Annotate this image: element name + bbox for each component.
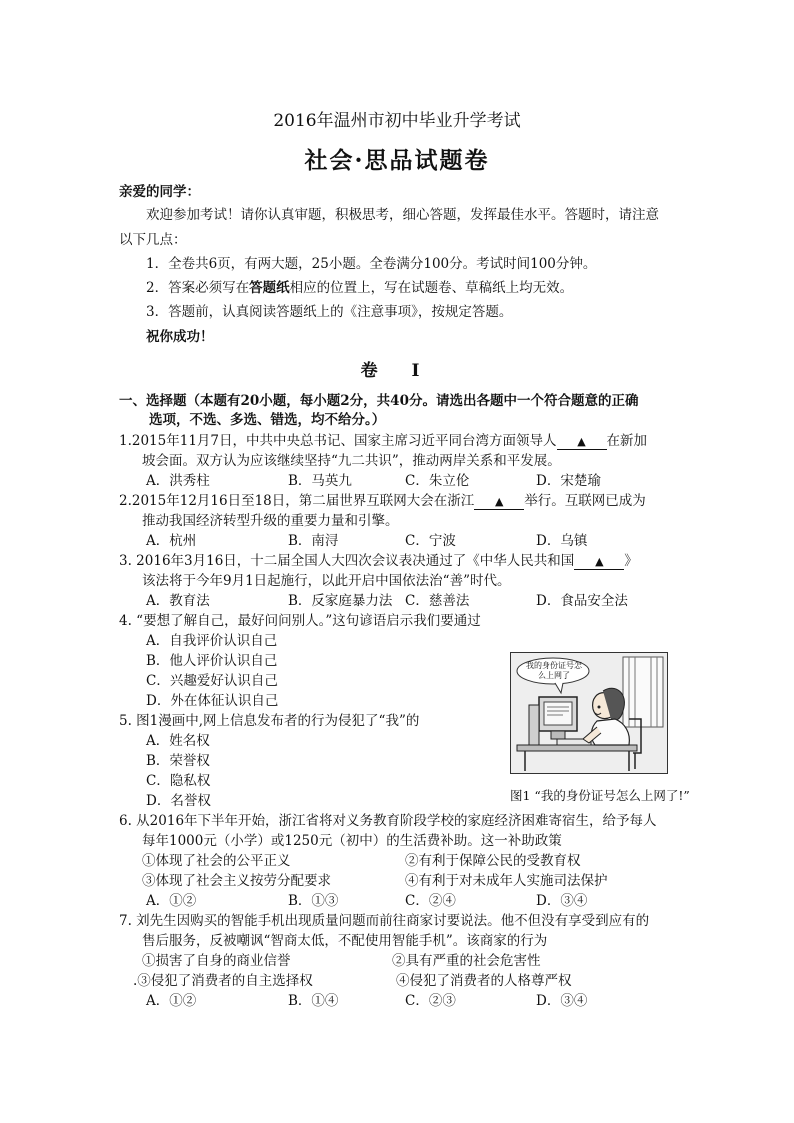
q4-option-a: A．自我评价认识自己 [146, 633, 278, 649]
q7-statement-2: ②具有严重的社会危害性 [392, 953, 541, 969]
q7-option-d: D．③④ [536, 993, 588, 1009]
paper-subtitle: 社会·思品试题卷 [304, 147, 490, 174]
q1-option-a: A．洪秀柱 [146, 473, 210, 489]
figure-1-cartoon [510, 652, 668, 774]
note-2: 2．答案必须写在答题纸相应的位置上，写在试题卷、草稿纸上均无效。 [146, 280, 574, 296]
closing-text: 祝你成功！ [146, 329, 214, 345]
q6-statement-1: ①体现了社会的公平正义 [142, 853, 291, 869]
q6-statement-2: ②有利于保障公民的受教育权 [405, 853, 581, 869]
cartoon-speech-bubble: 我的身份证号怎么上网了 [526, 661, 582, 680]
intro-line-1: 欢迎参加考试！请你认真审题，积极思考，细心答题，发挥最佳水平。答题时，请注意 [146, 207, 659, 223]
q3-option-c: C．慈善法 [405, 593, 470, 609]
q4-option-c: C．兴趣爱好认识自己 [146, 673, 278, 689]
q6-stem: 6. 从2016年下半年开始，浙江省将对义务教育阶段学校的家庭经济困难寄宿生，给予每人 [119, 813, 657, 829]
q1-stem: 1.2015年11月7日，中共中央总书记、国家主席习近平同台湾方面领导人 ▲ 在新加 [119, 433, 648, 449]
q6-option-d: D．③④ [536, 893, 588, 909]
q5-option-a: A．姓名权 [146, 733, 210, 749]
part1-heading-line-2: 选项，不选、多选、错选，均不给分。） [149, 412, 386, 428]
q1-blank: ▲ [557, 435, 607, 450]
q3-option-a: A．教育法 [146, 593, 210, 609]
q4-option-d: D．外在体征认识自己 [146, 693, 279, 709]
note-1: 1．全卷共6页，有两大题，25小题。全卷满分100分。考试时间100分钟。 [146, 256, 597, 272]
q5-option-c: C．隐私权 [146, 773, 211, 789]
q2-stem: 2.2015年12月16日至18日，第二届世界互联网大会在浙江 ▲ 举行。互联网已成为 [119, 493, 646, 509]
q2-option-a: A．杭州 [146, 533, 197, 549]
q4-option-b: B．他人评价认识自己 [146, 653, 278, 669]
q6-stem-line-2: 每年1000元（小学）或1250元（初中）的生活费补助。这一补助政策 [142, 833, 562, 849]
q1-option-b: B．马英九 [288, 473, 352, 489]
q6-statement-4: ④有利于对未成年人实施司法保护 [405, 873, 608, 889]
q2-blank: ▲ [474, 495, 524, 510]
q7-option-c: C．②③ [405, 993, 456, 1009]
q3-blank: ▲ [574, 555, 624, 570]
q5-option-d: D．名誉权 [146, 793, 211, 809]
q1-option-d: D．宋楚瑜 [536, 473, 601, 489]
q2-option-d: D．乌镇 [536, 533, 588, 549]
q3-stem-line-2: 该法将于今年9月1日起施行，以此开启中国依法治“善”时代。 [142, 573, 511, 589]
intro-line-2: 以下几点： [119, 232, 187, 248]
q7-stem: 7. 刘先生因购买的智能手机出现质量问题而前往商家讨要说法。他不但没有享受到应有的 [119, 913, 650, 929]
q2-stem-line-2: 推动我国经济转型升级的重要力量和引擎。 [142, 513, 399, 529]
q2-option-c: C．宁波 [405, 533, 456, 549]
q1-option-c: C．朱立伦 [405, 473, 470, 489]
q7-option-a: A．①② [146, 993, 197, 1009]
q6-option-c: C．②④ [405, 893, 456, 909]
part1-heading-line-1: 一、选择题（本题有20小题，每小题2分，共40分。请选出各题中一个符合题意的正确 [119, 393, 639, 409]
q7-statement-1: ①损害了自身的商业信誉 [142, 953, 291, 969]
q6-option-b: B．①③ [288, 893, 339, 909]
q4-stem: 4. “要想了解自己，最好问问别人。”这句谚语启示我们要通过 [119, 613, 481, 629]
q2-option-b: B．南浔 [288, 533, 339, 549]
q5-option-b: B．荣誉权 [146, 753, 210, 769]
q1-stem-line-2: 坡会面。双方认为应该继续坚持“九二共识”，推动两岸关系和平发展。 [142, 453, 561, 469]
note-3: 3．答题前，认真阅读答题纸上的《注意事项》，按规定答题。 [146, 304, 513, 320]
greeting: 亲爱的同学： [119, 184, 200, 200]
q7-statement-4: ④侵犯了消费者的人格尊严权 [396, 973, 572, 989]
figure-1-caption: 图1 “我的身份证号怎么上网了!” [510, 788, 690, 803]
q6-option-a: A．①② [146, 893, 197, 909]
section-title: 卷 Ⅰ [360, 361, 434, 381]
q3-option-d: D．食品安全法 [536, 593, 628, 609]
q7-stem-line-2: 售后服务，反被嘲讽“智商太低，不配使用智能手机”。该商家的行为 [142, 933, 548, 949]
q7-option-b: B．①④ [288, 993, 339, 1009]
q6-statement-3: ③体现了社会主义按劳分配要求 [142, 873, 331, 889]
q7-statement-3: .③侵犯了消费者的自主选择权 [133, 973, 313, 989]
q5-stem: 5. 图1漫画中,网上信息发布者的行为侵犯了“我”的 [119, 713, 420, 729]
exam-title: 2016年温州市初中毕业升学考试 [273, 111, 521, 131]
q3-option-b: B．反家庭暴力法 [288, 593, 393, 609]
q3-stem: 3. 2016年3月16日，十二届全国人大四次会议表决通过了《中华人民共和国 ▲ 》 [119, 553, 638, 569]
